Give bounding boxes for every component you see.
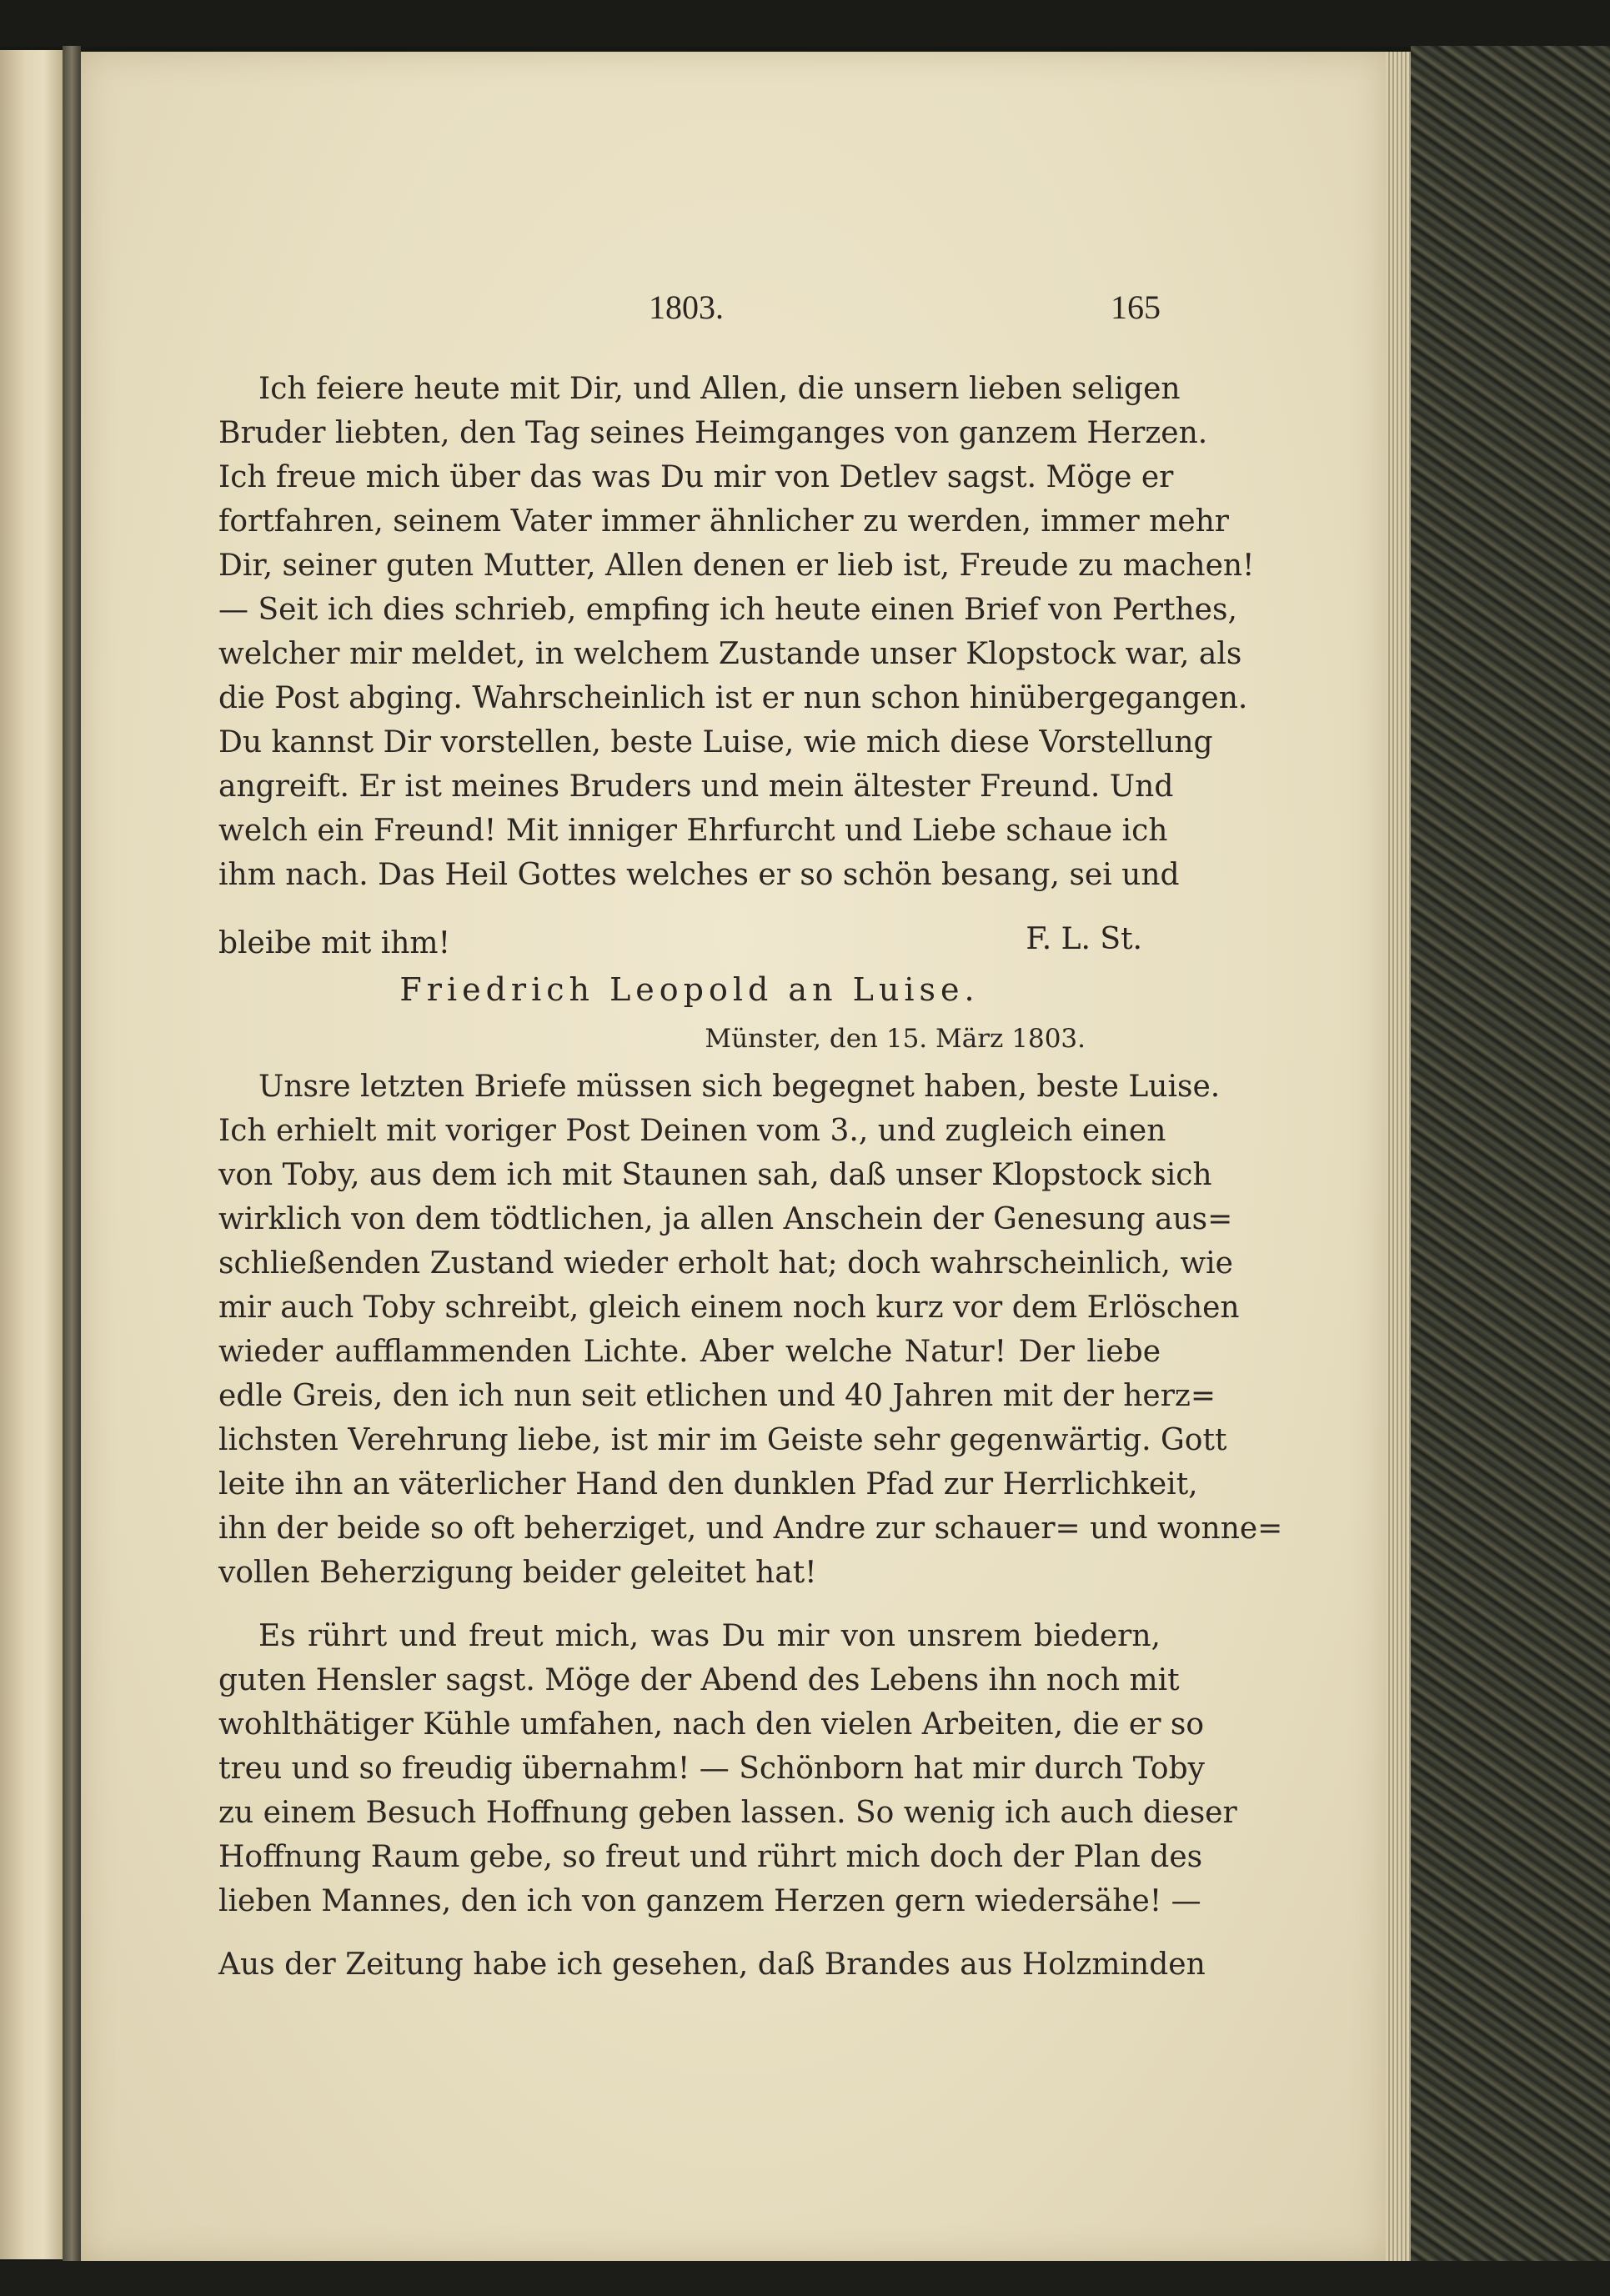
text-line: leite ihn an väterlicher Hand den dunklen Pfad zur Herrlichkeit, <box>218 1467 1198 1501</box>
text-line: wirklich von dem tödtlichen, ja allen Anschein der Genesung aus= <box>218 1202 1233 1236</box>
book-gutter <box>63 46 81 2263</box>
text-line: von Toby, aus dem ich mit Staunen sah, daß unser Klopstock sich <box>218 1158 1212 1192</box>
text-line: welch ein Freund! Mit inniger Ehrfurcht und Liebe schaue ich <box>218 814 1168 848</box>
scan-top-border <box>0 0 1610 47</box>
text-line: lieben Mannes, den ich von ganzem Herzen gern wiedersähe! — <box>218 1884 1201 1918</box>
text-line: edle Greis, den ich nun seit etlichen und 40 Jahren mit der herz= <box>218 1379 1216 1413</box>
previous-page-edge <box>0 50 65 2259</box>
text-line: — Seit ich dies schrieb, empfing ich heute einen Brief von Perthes, <box>218 593 1237 627</box>
text-line: Bruder liebten, den Tag seines Heimganges von ganzem Herzen. <box>218 416 1208 450</box>
text-line: Hoffnung Raum gebe, so freut und rührt mich doch der Plan des <box>218 1840 1203 1874</box>
header-year: 1803. <box>649 288 724 326</box>
letter-dateline: Münster, den 15. März 1803. <box>705 1024 1086 1054</box>
text-line: Es rührt und freut mich, was Du mir von unsrem biedern, <box>258 1619 1161 1653</box>
text-line: schließenden Zustand wieder erholt hat; doch wahrscheinlich, wie <box>218 1246 1233 1281</box>
text-line: vollen Beherzigung beider geleitet hat! <box>218 1556 817 1590</box>
text-line: Aus der Zeitung habe ich gesehen, daß Brandes aus Holzminden <box>218 1948 1206 1982</box>
scan-bottom-border <box>0 2261 1610 2296</box>
text-line: Dir, seiner guten Mutter, Allen denen er lieb ist, Freude zu machen! <box>218 549 1255 583</box>
text-line: Ich erhielt mit voriger Post Deinen vom 3., und zugleich einen <box>218 1114 1166 1148</box>
text-line: Unsre letzten Briefe müssen sich begegnet haben, beste Luise. <box>258 1070 1221 1104</box>
text-line: treu und so freudig übernahm! — Schönborn hat mir durch Toby <box>218 1752 1205 1786</box>
text-line: guten Hensler sagst. Möge der Abend des Lebens ihn noch mit <box>218 1663 1180 1697</box>
text-line: fortfahren, seinem Vater immer ähnlicher zu werden, immer mehr <box>218 504 1230 539</box>
page-stack-edges <box>1386 52 1411 2261</box>
text-line: Ich feiere heute mit Dir, und Allen, die unsern lieben seligen <box>258 372 1181 406</box>
text-line: ihn der beide so oft beherziget, und Andre zur schauer= und wonne= <box>218 1511 1283 1546</box>
text-line: Ich freue mich über das was Du mir von Detlev sagst. Möge er <box>218 460 1174 494</box>
marbled-cover-board <box>1411 46 1610 2263</box>
text-line: die Post abging. Wahrscheinlich ist er nun schon hinübergegangen. <box>218 681 1248 715</box>
signature: F. L. St. <box>1026 922 1142 956</box>
text-line: Du kannst Dir vorstellen, beste Luise, wie mich diese Vorstellung <box>218 725 1213 759</box>
text-line: angreift. Er ist meines Bruders und mein ältester Freund. Und <box>218 770 1174 804</box>
page-number: 165 <box>1111 288 1161 326</box>
text-line: bleibe mit ihm! <box>218 926 451 960</box>
text-line: mir auch Toby schreibt, gleich einem noch kurz vor dem Erlöschen <box>218 1291 1240 1325</box>
text-line: wohlthätiger Kühle umfahen, nach den vielen Arbeiten, die er so <box>218 1707 1205 1742</box>
text-line: ihm nach. Das Heil Gottes welches er so schön besang, sei und <box>218 858 1180 892</box>
letter-title: Friedrich Leopold an Luise. <box>399 971 980 1008</box>
text-line: wieder aufflammenden Lichte. Aber welche Natur! Der liebe <box>218 1335 1161 1369</box>
text-line: lichsten Verehrung liebe, ist mir im Geiste sehr gegenwärtig. Gott <box>218 1423 1227 1457</box>
text-line: zu einem Besuch Hoffnung geben lassen. So wenig ich auch dieser <box>218 1796 1237 1830</box>
text-line: welcher mir meldet, in welchem Zustande unser Klopstock war, als <box>218 637 1242 671</box>
running-header <box>218 288 1161 334</box>
